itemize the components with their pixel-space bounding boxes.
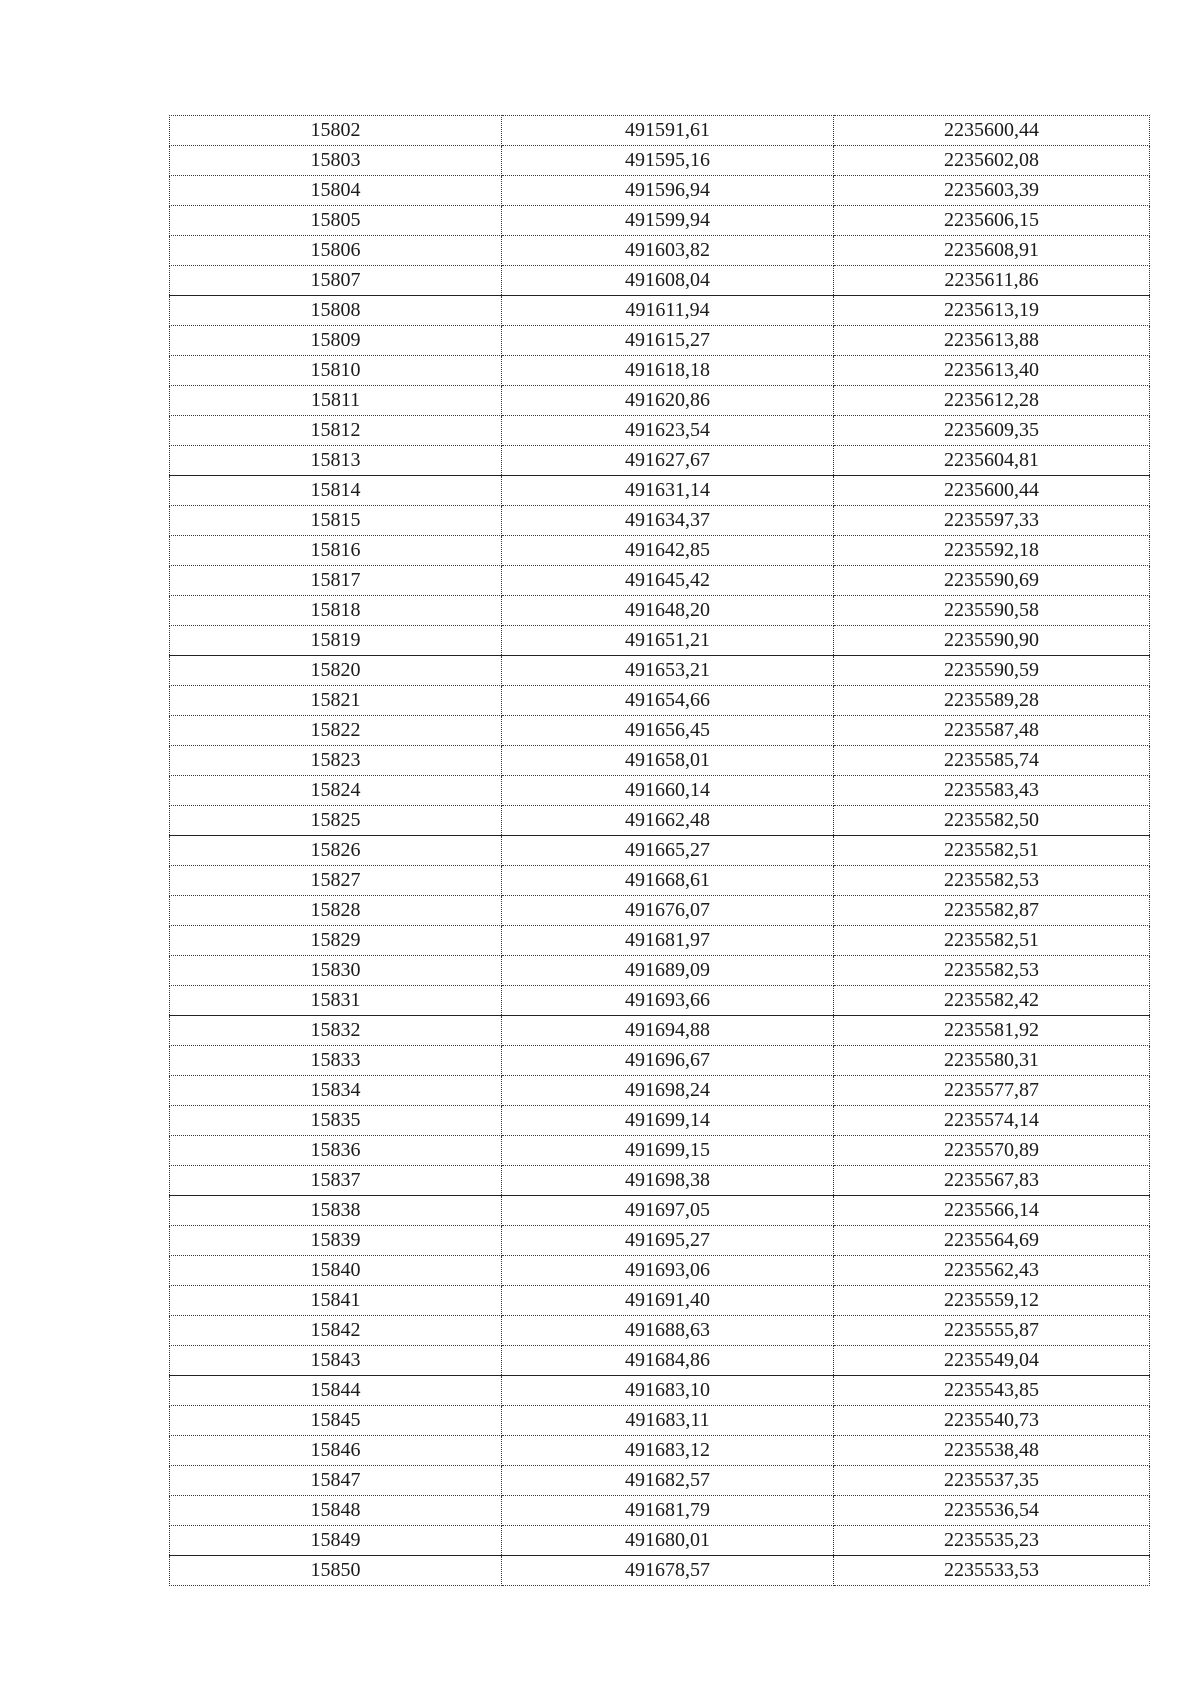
x-coordinate-cell: 491689,09 <box>502 956 834 986</box>
point-number-cell: 15838 <box>170 1196 502 1226</box>
y-coordinate-cell: 2235567,83 <box>834 1166 1150 1196</box>
point-number-cell: 15820 <box>170 656 502 686</box>
y-coordinate-cell: 2235582,53 <box>834 956 1150 986</box>
x-coordinate-cell: 491697,05 <box>502 1196 834 1226</box>
point-number-cell: 15837 <box>170 1166 502 1196</box>
y-coordinate-cell: 2235582,53 <box>834 866 1150 896</box>
point-number-cell: 15828 <box>170 896 502 926</box>
table-row <box>170 506 1150 536</box>
y-coordinate-cell: 2235562,43 <box>834 1256 1150 1286</box>
x-coordinate-cell: 491642,85 <box>502 536 834 566</box>
point-number-cell: 15815 <box>170 506 502 536</box>
x-coordinate-cell: 491591,61 <box>502 116 834 146</box>
table-row <box>170 1076 1150 1106</box>
table-row <box>170 596 1150 626</box>
table-row <box>170 626 1150 656</box>
table-row <box>170 236 1150 266</box>
x-coordinate-cell: 491651,21 <box>502 626 834 656</box>
table-row <box>170 1526 1150 1556</box>
y-coordinate-cell: 2235581,92 <box>834 1016 1150 1046</box>
x-coordinate-cell: 491660,14 <box>502 776 834 806</box>
x-coordinate-cell: 491665,27 <box>502 836 834 866</box>
x-coordinate-cell: 491681,79 <box>502 1496 834 1526</box>
x-coordinate-cell: 491608,04 <box>502 266 834 296</box>
table-row <box>170 866 1150 896</box>
point-number-cell: 15846 <box>170 1436 502 1466</box>
point-number-cell: 15822 <box>170 716 502 746</box>
y-coordinate-cell: 2235613,40 <box>834 356 1150 386</box>
y-coordinate-cell: 2235613,19 <box>834 296 1150 326</box>
point-number-cell: 15818 <box>170 596 502 626</box>
y-coordinate-cell: 2235608,91 <box>834 236 1150 266</box>
point-number-cell: 15823 <box>170 746 502 776</box>
x-coordinate-cell: 491645,42 <box>502 566 834 596</box>
x-coordinate-cell: 491620,86 <box>502 386 834 416</box>
point-number-cell: 15807 <box>170 266 502 296</box>
x-coordinate-cell: 491682,57 <box>502 1466 834 1496</box>
table-row <box>170 476 1150 506</box>
x-coordinate-cell: 491694,88 <box>502 1016 834 1046</box>
x-coordinate-cell: 491683,11 <box>502 1406 834 1436</box>
x-coordinate-cell: 491627,67 <box>502 446 834 476</box>
table-row <box>170 386 1150 416</box>
table-row <box>170 1166 1150 1196</box>
y-coordinate-cell: 2235566,14 <box>834 1196 1150 1226</box>
y-coordinate-cell: 2235538,48 <box>834 1436 1150 1466</box>
table-row <box>170 1016 1150 1046</box>
y-coordinate-cell: 2235609,35 <box>834 416 1150 446</box>
table-row <box>170 926 1150 956</box>
table-row <box>170 836 1150 866</box>
table-row <box>170 326 1150 356</box>
point-number-cell: 15808 <box>170 296 502 326</box>
x-coordinate-cell: 491683,10 <box>502 1376 834 1406</box>
coordinate-table <box>169 115 1150 1586</box>
y-coordinate-cell: 2235543,85 <box>834 1376 1150 1406</box>
point-number-cell: 15843 <box>170 1346 502 1376</box>
y-coordinate-cell: 2235590,58 <box>834 596 1150 626</box>
table-row <box>170 1376 1150 1406</box>
point-number-cell: 15813 <box>170 446 502 476</box>
y-coordinate-cell: 2235577,87 <box>834 1076 1150 1106</box>
point-number-cell: 15834 <box>170 1076 502 1106</box>
y-coordinate-cell: 2235535,23 <box>834 1526 1150 1556</box>
point-number-cell: 15804 <box>170 176 502 206</box>
y-coordinate-cell: 2235582,50 <box>834 806 1150 836</box>
x-coordinate-cell: 491668,61 <box>502 866 834 896</box>
point-number-cell: 15831 <box>170 986 502 1016</box>
table-row <box>170 1346 1150 1376</box>
table-row <box>170 956 1150 986</box>
x-coordinate-cell: 491658,01 <box>502 746 834 776</box>
point-number-cell: 15821 <box>170 686 502 716</box>
y-coordinate-cell: 2235585,74 <box>834 746 1150 776</box>
y-coordinate-cell: 2235582,87 <box>834 896 1150 926</box>
y-coordinate-cell: 2235559,12 <box>834 1286 1150 1316</box>
table-row <box>170 1316 1150 1346</box>
y-coordinate-cell: 2235612,28 <box>834 386 1150 416</box>
y-coordinate-cell: 2235597,33 <box>834 506 1150 536</box>
point-number-cell: 15826 <box>170 836 502 866</box>
point-number-cell: 15829 <box>170 926 502 956</box>
point-number-cell: 15805 <box>170 206 502 236</box>
x-coordinate-cell: 491595,16 <box>502 146 834 176</box>
table-row <box>170 746 1150 776</box>
point-number-cell: 15812 <box>170 416 502 446</box>
point-number-cell: 15811 <box>170 386 502 416</box>
y-coordinate-cell: 2235587,48 <box>834 716 1150 746</box>
y-coordinate-cell: 2235533,53 <box>834 1556 1150 1586</box>
point-number-cell: 15806 <box>170 236 502 266</box>
coordinate-table-body <box>170 116 1150 1586</box>
point-number-cell: 15840 <box>170 1256 502 1286</box>
x-coordinate-cell: 491596,94 <box>502 176 834 206</box>
x-coordinate-cell: 491634,37 <box>502 506 834 536</box>
x-coordinate-cell: 491699,14 <box>502 1106 834 1136</box>
table-row <box>170 446 1150 476</box>
point-number-cell: 15850 <box>170 1556 502 1586</box>
x-coordinate-cell: 491681,97 <box>502 926 834 956</box>
x-coordinate-cell: 491688,63 <box>502 1316 834 1346</box>
y-coordinate-cell: 2235603,39 <box>834 176 1150 206</box>
table-row <box>170 806 1150 836</box>
y-coordinate-cell: 2235604,81 <box>834 446 1150 476</box>
y-coordinate-cell: 2235606,15 <box>834 206 1150 236</box>
point-number-cell: 15842 <box>170 1316 502 1346</box>
table-row <box>170 116 1150 146</box>
point-number-cell: 15810 <box>170 356 502 386</box>
table-row <box>170 536 1150 566</box>
y-coordinate-cell: 2235600,44 <box>834 476 1150 506</box>
x-coordinate-cell: 491693,66 <box>502 986 834 1016</box>
point-number-cell: 15814 <box>170 476 502 506</box>
table-row <box>170 146 1150 176</box>
y-coordinate-cell: 2235589,28 <box>834 686 1150 716</box>
y-coordinate-cell: 2235549,04 <box>834 1346 1150 1376</box>
point-number-cell: 15839 <box>170 1226 502 1256</box>
point-number-cell: 15848 <box>170 1496 502 1526</box>
table-row <box>170 566 1150 596</box>
point-number-cell: 15841 <box>170 1286 502 1316</box>
x-coordinate-cell: 491683,12 <box>502 1436 834 1466</box>
table-row <box>170 1466 1150 1496</box>
table-row <box>170 416 1150 446</box>
y-coordinate-cell: 2235590,59 <box>834 656 1150 686</box>
x-coordinate-cell: 491653,21 <box>502 656 834 686</box>
table-row <box>170 266 1150 296</box>
point-number-cell: 15827 <box>170 866 502 896</box>
y-coordinate-cell: 2235564,69 <box>834 1226 1150 1256</box>
table-row <box>170 1556 1150 1586</box>
point-number-cell: 15844 <box>170 1376 502 1406</box>
x-coordinate-cell: 491699,15 <box>502 1136 834 1166</box>
y-coordinate-cell: 2235582,51 <box>834 926 1150 956</box>
point-number-cell: 15824 <box>170 776 502 806</box>
y-coordinate-cell: 2235574,14 <box>834 1106 1150 1136</box>
y-coordinate-cell: 2235570,89 <box>834 1136 1150 1166</box>
table-row <box>170 656 1150 686</box>
point-number-cell: 15836 <box>170 1136 502 1166</box>
x-coordinate-cell: 491676,07 <box>502 896 834 926</box>
table-row <box>170 1046 1150 1076</box>
y-coordinate-cell: 2235590,90 <box>834 626 1150 656</box>
x-coordinate-cell: 491611,94 <box>502 296 834 326</box>
table-row <box>170 1106 1150 1136</box>
x-coordinate-cell: 491654,66 <box>502 686 834 716</box>
x-coordinate-cell: 491662,48 <box>502 806 834 836</box>
y-coordinate-cell: 2235590,69 <box>834 566 1150 596</box>
x-coordinate-cell: 491691,40 <box>502 1286 834 1316</box>
point-number-cell: 15833 <box>170 1046 502 1076</box>
x-coordinate-cell: 491680,01 <box>502 1526 834 1556</box>
point-number-cell: 15819 <box>170 626 502 656</box>
point-number-cell: 15802 <box>170 116 502 146</box>
y-coordinate-cell: 2235602,08 <box>834 146 1150 176</box>
point-number-cell: 15803 <box>170 146 502 176</box>
point-number-cell: 15832 <box>170 1016 502 1046</box>
table-row <box>170 1136 1150 1166</box>
table-row <box>170 1496 1150 1526</box>
table-row <box>170 1196 1150 1226</box>
point-number-cell: 15817 <box>170 566 502 596</box>
table-row <box>170 686 1150 716</box>
y-coordinate-cell: 2235555,87 <box>834 1316 1150 1346</box>
point-number-cell: 15835 <box>170 1106 502 1136</box>
point-number-cell: 15825 <box>170 806 502 836</box>
y-coordinate-cell: 2235592,18 <box>834 536 1150 566</box>
table-row <box>170 176 1150 206</box>
x-coordinate-cell: 491684,86 <box>502 1346 834 1376</box>
table-row <box>170 716 1150 746</box>
table-row <box>170 1286 1150 1316</box>
x-coordinate-cell: 491698,38 <box>502 1166 834 1196</box>
table-row <box>170 986 1150 1016</box>
y-coordinate-cell: 2235536,54 <box>834 1496 1150 1526</box>
point-number-cell: 15816 <box>170 536 502 566</box>
point-number-cell: 15849 <box>170 1526 502 1556</box>
x-coordinate-cell: 491615,27 <box>502 326 834 356</box>
point-number-cell: 15809 <box>170 326 502 356</box>
y-coordinate-cell: 2235611,86 <box>834 266 1150 296</box>
x-coordinate-cell: 491648,20 <box>502 596 834 626</box>
y-coordinate-cell: 2235582,51 <box>834 836 1150 866</box>
y-coordinate-cell: 2235540,73 <box>834 1406 1150 1436</box>
table-row <box>170 896 1150 926</box>
point-number-cell: 15847 <box>170 1466 502 1496</box>
x-coordinate-cell: 491693,06 <box>502 1256 834 1286</box>
x-coordinate-cell: 491678,57 <box>502 1556 834 1586</box>
x-coordinate-cell: 491603,82 <box>502 236 834 266</box>
x-coordinate-cell: 491631,14 <box>502 476 834 506</box>
table-row <box>170 356 1150 386</box>
x-coordinate-cell: 491696,67 <box>502 1046 834 1076</box>
x-coordinate-cell: 491623,54 <box>502 416 834 446</box>
point-number-cell: 15830 <box>170 956 502 986</box>
table-row <box>170 1436 1150 1466</box>
x-coordinate-cell: 491656,45 <box>502 716 834 746</box>
x-coordinate-cell: 491618,18 <box>502 356 834 386</box>
table-row <box>170 296 1150 326</box>
x-coordinate-cell: 491698,24 <box>502 1076 834 1106</box>
table-row <box>170 206 1150 236</box>
y-coordinate-cell: 2235583,43 <box>834 776 1150 806</box>
y-coordinate-cell: 2235582,42 <box>834 986 1150 1016</box>
table-row <box>170 1226 1150 1256</box>
y-coordinate-cell: 2235537,35 <box>834 1466 1150 1496</box>
point-number-cell: 15845 <box>170 1406 502 1436</box>
x-coordinate-cell: 491599,94 <box>502 206 834 236</box>
x-coordinate-cell: 491695,27 <box>502 1226 834 1256</box>
y-coordinate-cell: 2235580,31 <box>834 1046 1150 1076</box>
table-row <box>170 776 1150 806</box>
table-row <box>170 1406 1150 1436</box>
y-coordinate-cell: 2235600,44 <box>834 116 1150 146</box>
table-row <box>170 1256 1150 1286</box>
y-coordinate-cell: 2235613,88 <box>834 326 1150 356</box>
